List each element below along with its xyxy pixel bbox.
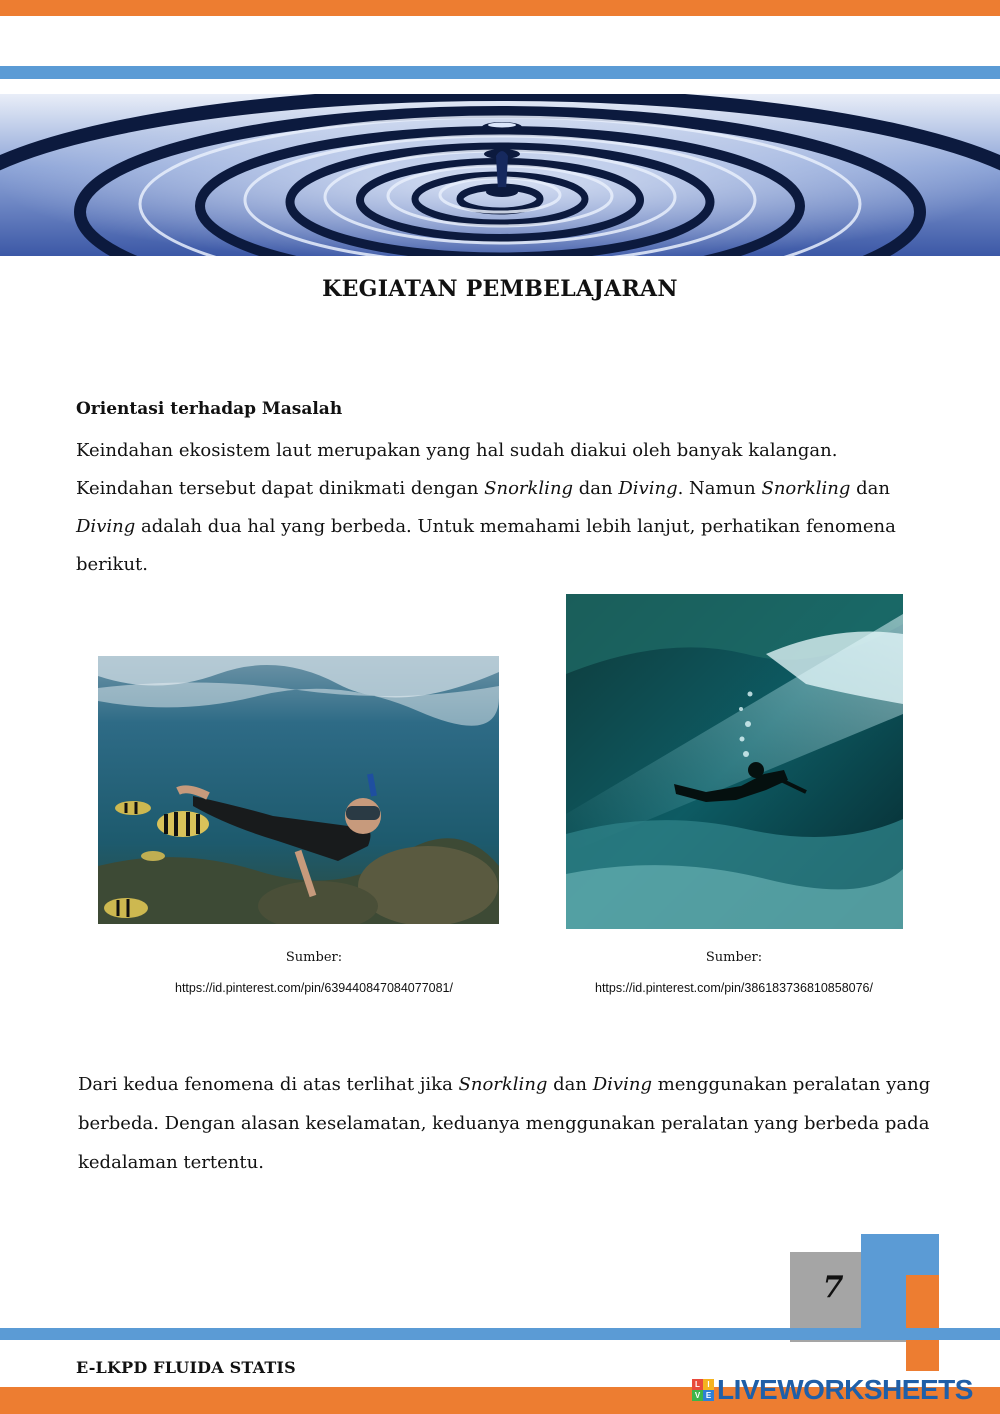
liveworksheets-logo-icon: L I V E [692,1379,714,1401]
intro-paragraph: Keindahan ekosistem laut merupakan yang hal sudah diakui oleh banyak kalangan. Keindahan tersebut dapat dinikmati dengan Snorkling dan Diving. Namun Snorkling dan Diving adalah dua hal yang berbeda. Untuk memahami lebih lanjut, perhatikan fenomena berikut. [76,440,896,575]
figure-1-source-label: Sumber: [285,950,343,965]
conclusion-paragraph: Dari kedua fenomena di atas terlihat jika Snorkling dan Diving menggunakan peralatan yang berbeda. Dengan alasan keselamatan, keduanya menggunakan peralatan yang berbeda pada kedalaman tertentu. [78,1074,931,1173]
footer-doc-title: E-LKPD FLUIDA STATIS [76,1358,296,1377]
snorkeling-photo [98,656,499,924]
decor-orange-square [906,1275,939,1371]
liveworksheets-watermark[interactable] [692,1372,973,1408]
section-heading: Orientasi terhadap Masalah [76,399,343,419]
diving-photo [566,594,903,929]
page-title: KEGIATAN PEMBELAJARAN [322,276,678,302]
figure-2-source-url[interactable]: https://id.pinterest.com/pin/386183736810858076/ [595,981,873,995]
liveworksheets-wordmark: LIVEWORKSHEETS [717,1374,973,1405]
figure-1-source-url[interactable]: https://id.pinterest.com/pin/639440847084077081/ [175,981,453,995]
top-blue-bar [0,66,1000,79]
top-orange-bar [0,0,1000,16]
figure-2-source-label: Sumber: [705,950,763,965]
page-number: 7 [822,1270,844,1305]
bottom-blue-bar [0,1328,1000,1340]
water-drop-banner-image [0,94,1000,256]
